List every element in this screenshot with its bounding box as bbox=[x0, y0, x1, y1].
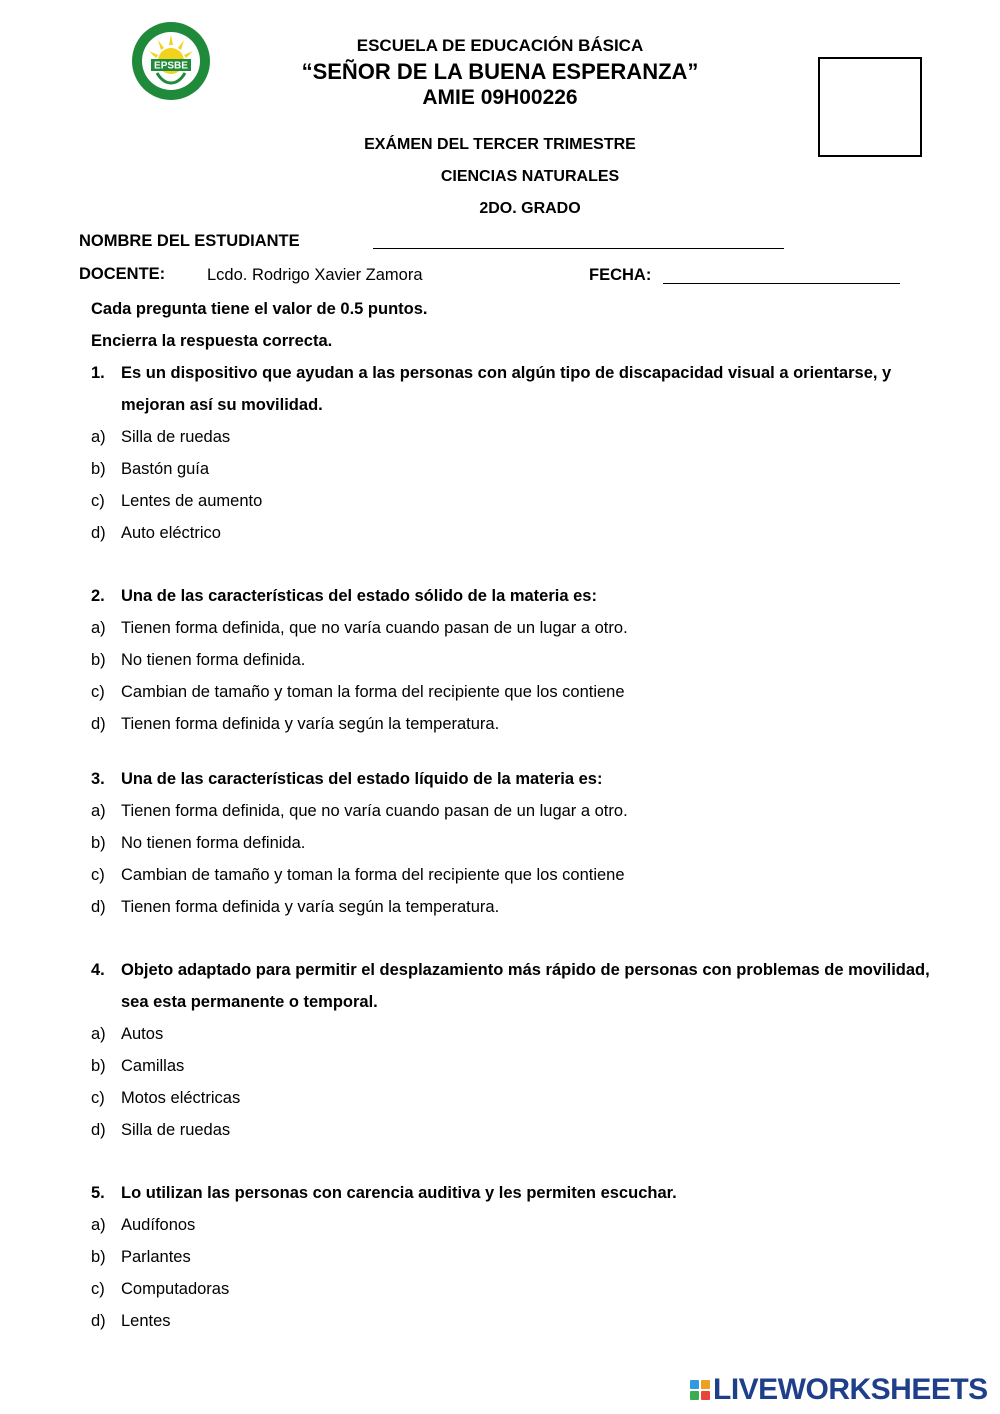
question-text: Es un dispositivo que ayudan a las personas con algún tipo de discapacidad visual a orientarse, y mejoran así su movilidad. bbox=[121, 364, 892, 414]
option-letter: d) bbox=[91, 898, 106, 916]
option-2c[interactable] bbox=[91, 676, 625, 708]
option-text: Computadoras bbox=[121, 1280, 230, 1298]
option-text: Parlantes bbox=[121, 1248, 191, 1266]
question-text: Lo utilizan las personas con carencia auditiva y les permiten escuchar. bbox=[121, 1184, 677, 1202]
option-letter: c) bbox=[91, 1280, 105, 1298]
instruction-task: Encierra la respuesta correcta. bbox=[91, 332, 333, 350]
option-letter: a) bbox=[91, 1216, 106, 1234]
option-letter: b) bbox=[91, 460, 106, 478]
question-4 bbox=[91, 954, 961, 1018]
logo-acronym: EPSBE bbox=[154, 60, 188, 72]
question-text: Una de las características del estado líquido de la materia es: bbox=[121, 770, 603, 788]
option-text: Auto eléctrico bbox=[121, 524, 221, 542]
option-2b[interactable] bbox=[91, 644, 305, 676]
question-text: Una de las características del estado sólido de la materia es: bbox=[121, 587, 597, 605]
option-4d[interactable] bbox=[91, 1114, 230, 1146]
option-text: Lentes de aumento bbox=[121, 492, 263, 510]
option-text: Tienen forma definida, que no varía cuando pasan de un lugar a otro. bbox=[121, 802, 628, 820]
option-2d[interactable] bbox=[91, 708, 499, 740]
option-text: Bastón guía bbox=[121, 460, 210, 478]
liveworksheets-blocks-icon bbox=[690, 1380, 710, 1400]
option-letter: b) bbox=[91, 651, 106, 669]
option-5a[interactable] bbox=[91, 1209, 195, 1241]
option-text: Autos bbox=[121, 1025, 164, 1043]
question-number: 1. bbox=[91, 364, 105, 382]
date-field[interactable] bbox=[663, 283, 900, 284]
option-1b[interactable] bbox=[91, 453, 209, 485]
amie-code: AMIE 09H00226 bbox=[422, 86, 578, 109]
option-3c[interactable] bbox=[91, 859, 625, 891]
question-1 bbox=[91, 357, 961, 421]
question-number: 2. bbox=[91, 587, 105, 605]
option-2a[interactable] bbox=[91, 612, 628, 644]
teacher-label: DOCENTE: bbox=[79, 265, 166, 283]
option-text: Tienen forma definida y varía según la temperatura. bbox=[121, 898, 500, 916]
option-letter: c) bbox=[91, 1089, 105, 1107]
option-letter: d) bbox=[91, 1312, 106, 1330]
question-2 bbox=[91, 580, 961, 612]
subject-title: CIENCIAS NATURALES bbox=[440, 168, 620, 185]
block-2 bbox=[701, 1380, 710, 1389]
option-text: Tienen forma definida y varía según la temperatura. bbox=[121, 715, 500, 733]
question-text: Objeto adaptado para permitir el desplazamiento más rápido de personas con problemas de movilidad, sea esta permanente o temporal. bbox=[121, 961, 930, 1011]
option-text: Camillas bbox=[121, 1057, 185, 1075]
grade-title: 2DO. GRADO bbox=[479, 200, 581, 217]
instruction-value: Cada pregunta tiene el valor de 0.5 puntos. bbox=[91, 300, 428, 318]
liveworksheets-wordmark: LIVEWORKSHEETS bbox=[713, 1373, 988, 1406]
question-5 bbox=[91, 1177, 961, 1209]
option-text: Tienen forma definida, que no varía cuando pasan de un lugar a otro. bbox=[121, 619, 628, 637]
option-text: Motos eléctricas bbox=[121, 1089, 241, 1107]
student-name-label: NOMBRE DEL ESTUDIANTE bbox=[79, 232, 300, 250]
question-number: 5. bbox=[91, 1184, 105, 1202]
option-text: Silla de ruedas bbox=[121, 428, 231, 446]
option-4b[interactable] bbox=[91, 1050, 184, 1082]
school-name: “SEÑOR DE LA BUENA ESPERANZA” bbox=[301, 59, 699, 84]
option-letter: a) bbox=[91, 1025, 106, 1043]
option-letter: d) bbox=[91, 715, 106, 733]
option-letter: a) bbox=[91, 428, 106, 446]
date-label: FECHA: bbox=[589, 266, 652, 284]
option-letter: b) bbox=[91, 1057, 106, 1075]
option-text: Cambian de tamaño y toman la forma del recipiente que los contiene bbox=[121, 683, 625, 701]
liveworksheets-logo bbox=[690, 1374, 988, 1406]
option-letter: c) bbox=[91, 866, 105, 884]
question-number: 4. bbox=[91, 961, 105, 979]
photo-box bbox=[818, 57, 922, 157]
option-text: Audífonos bbox=[121, 1216, 196, 1234]
question-3 bbox=[91, 763, 961, 795]
option-1c[interactable] bbox=[91, 485, 262, 517]
block-3 bbox=[690, 1391, 699, 1400]
option-3b[interactable] bbox=[91, 827, 305, 859]
option-text: Lentes bbox=[121, 1312, 171, 1330]
option-5d[interactable] bbox=[91, 1305, 171, 1337]
option-text: No tienen forma definida. bbox=[121, 834, 306, 852]
option-letter: a) bbox=[91, 619, 106, 637]
option-4a[interactable] bbox=[91, 1018, 163, 1050]
school-logo bbox=[131, 21, 211, 101]
student-name-field[interactable] bbox=[373, 248, 784, 249]
option-3a[interactable] bbox=[91, 795, 628, 827]
teacher-name: Lcdo. Rodrigo Xavier Zamora bbox=[207, 266, 423, 284]
option-text: No tienen forma definida. bbox=[121, 651, 306, 669]
question-number: 3. bbox=[91, 770, 105, 788]
option-letter: c) bbox=[91, 683, 105, 701]
option-letter: c) bbox=[91, 492, 105, 510]
option-4c[interactable] bbox=[91, 1082, 240, 1114]
school-type: ESCUELA DE EDUCACIÓN BÁSICA bbox=[356, 36, 644, 55]
option-letter: b) bbox=[91, 834, 106, 852]
option-5c[interactable] bbox=[91, 1273, 229, 1305]
block-4 bbox=[701, 1391, 710, 1400]
option-letter: b) bbox=[91, 1248, 106, 1266]
option-letter: d) bbox=[91, 1121, 106, 1139]
exam-title: EXÁMEN DEL TERCER TRIMESTRE bbox=[364, 136, 636, 153]
option-5b[interactable] bbox=[91, 1241, 191, 1273]
option-text: Cambian de tamaño y toman la forma del recipiente que los contiene bbox=[121, 866, 625, 884]
option-3d[interactable] bbox=[91, 891, 499, 923]
option-1d[interactable] bbox=[91, 517, 221, 549]
option-letter: d) bbox=[91, 524, 106, 542]
block-1 bbox=[690, 1380, 699, 1389]
option-text: Silla de ruedas bbox=[121, 1121, 231, 1139]
option-letter: a) bbox=[91, 802, 106, 820]
option-1a[interactable] bbox=[91, 421, 230, 453]
